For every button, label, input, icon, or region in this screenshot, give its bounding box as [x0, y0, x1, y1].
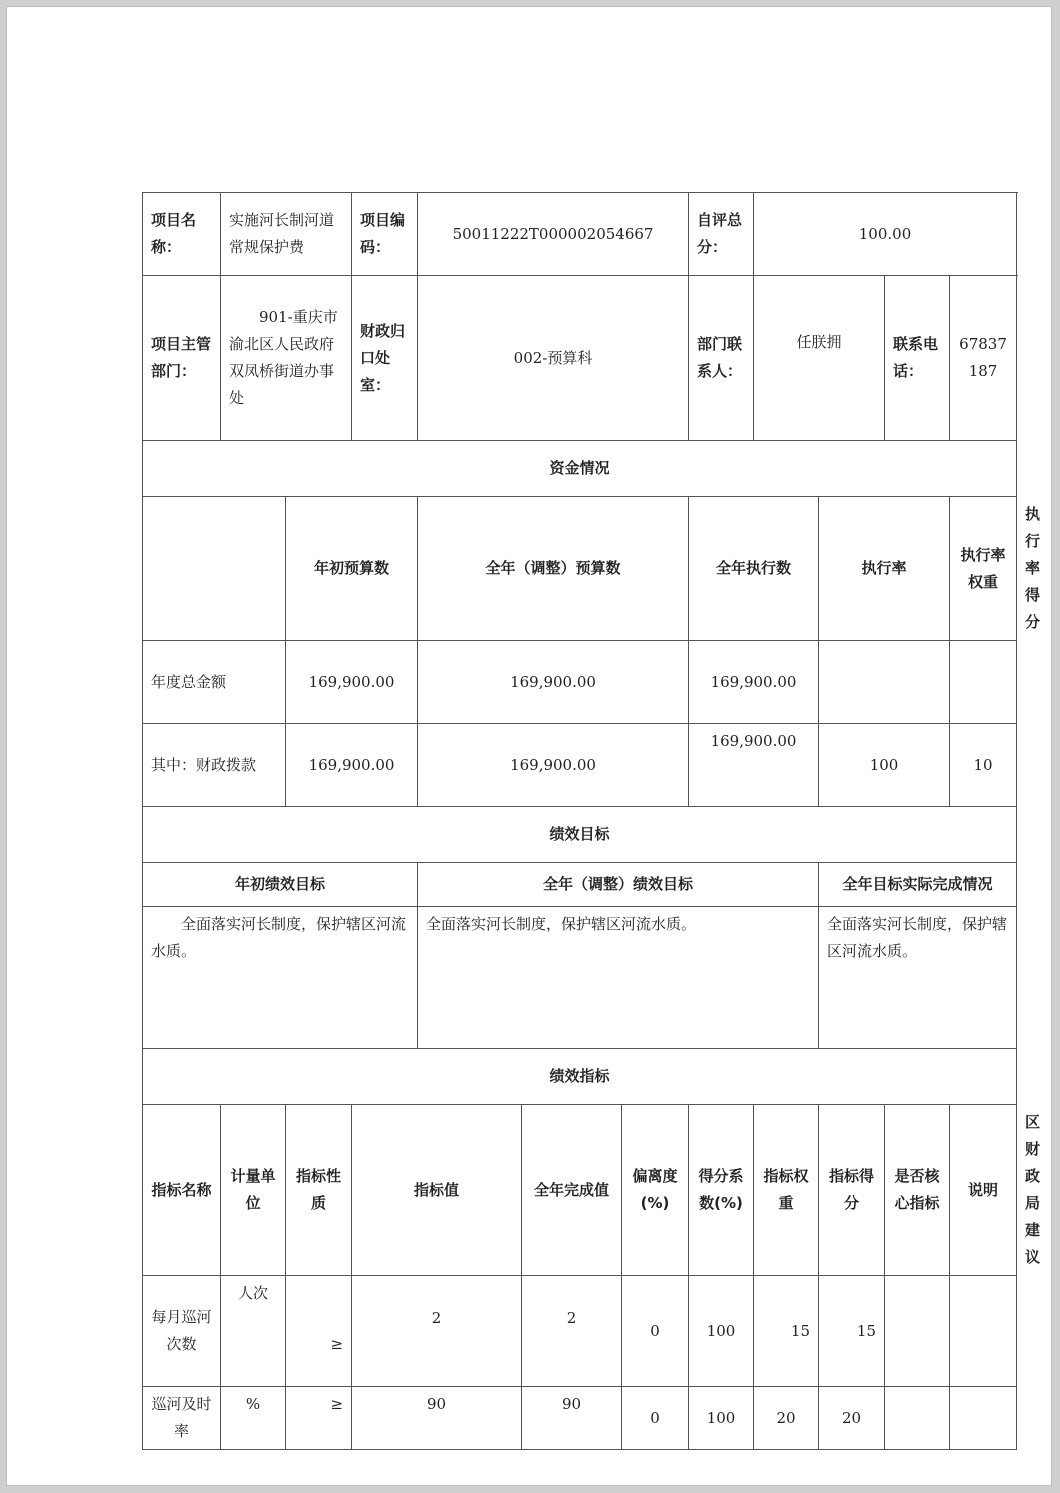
funds-weight-value: 10: [950, 724, 1017, 807]
ind-deviation: 0: [622, 1387, 689, 1450]
ind-weight: 20: [754, 1387, 819, 1450]
ind-completed: 2: [522, 1276, 622, 1387]
performance-evaluation-table: 项目名称： 实施河长制河道常规保护费 项目编码： 50011222T000002054667 自评总分： 100.00 项目主管部门： 901-重庆市渝北区人民政府双凤桥街道办事处 财政归口处室： 002-预算科 部门联系人： 任朕拥 联系电话： 67837187 资金情况 年初预算数 全年（调整）预算数 全年执行数 执行率 执行率权重 执行率得分 年度总金额 169,900.00 169,900.00 169,900.00 其中：财政拨款 169,900.00 169,900.00 169,900.00 100 10 绩效目标 年初绩效目标 全年（调整）绩效目标 全年目标实际完成情况 全面落实河长制度，保护辖区河流水质。 全面落实河长制度，保护辖区河流水质。 全面落实河长制度，保护辖区河流水质。 绩效指标 指标名称 计量单位 指标性质 指标值 全年完成值 偏离度(%) 得分系数(%) 指标权重 指标得分 是否核心指标 说明 区财政局建议 每月巡河次数 人次 ≥ 2 2 0 100 15 15 巡河及时率 % ≥ 90 90 0 100 20 20: [142, 192, 1017, 1450]
phone-label: 联系电话：: [885, 276, 950, 441]
funds-header-blank: [143, 497, 286, 641]
project-code-label: 项目编码：: [352, 193, 418, 276]
ind-coef: 100: [689, 1276, 754, 1387]
goals-actual-text: 全面落实河长制度，保护辖区河流水质。: [819, 907, 1017, 1049]
goals-header-actual: 全年目标实际完成情况: [819, 863, 1017, 907]
ind-core: [885, 1276, 950, 1387]
funds-initial-value: 169,900.00: [286, 641, 418, 724]
ind-weight: 15: [754, 1276, 819, 1387]
ind-note: [950, 1276, 1017, 1387]
ind-header-weight: 指标权重: [754, 1105, 819, 1276]
goals-header-initial: 年初绩效目标: [143, 863, 418, 907]
funds-adjusted-value: 169,900.00: [418, 641, 689, 724]
ind-core: [885, 1387, 950, 1450]
project-name-label: 项目名称：: [143, 193, 221, 276]
funds-section-title: 资金情况: [143, 441, 1017, 497]
goals-initial-text: 全面落实河长制度，保护辖区河流水质。: [143, 907, 418, 1049]
table-row: [143, 1276, 1017, 1387]
finance-office-value: 002-预算科: [418, 276, 689, 441]
ind-name: 巡河及时率: [143, 1387, 221, 1450]
self-score-label: 自评总分：: [689, 193, 754, 276]
goals-section-title: 绩效目标: [143, 807, 1017, 863]
contact-value: 任朕拥: [754, 276, 885, 441]
ind-coef: 100: [689, 1387, 754, 1450]
goals-header-adjusted: 全年（调整）绩效目标: [418, 863, 819, 907]
ind-header-deviation: 偏离度(%): [622, 1105, 689, 1276]
ind-score: 15: [819, 1276, 885, 1387]
ind-header-name: 指标名称: [143, 1105, 221, 1276]
table-row: [143, 1387, 1017, 1450]
document-page: [6, 6, 1052, 1486]
ind-completed: 90: [522, 1387, 622, 1450]
project-code-value: 50011222T000002054667: [418, 193, 689, 276]
phone-value: 67837187: [950, 276, 1017, 441]
funds-row-label: 其中：财政拨款: [143, 724, 286, 807]
funds-executed-value: 169,900.00: [689, 724, 819, 807]
funds-header-executed: 全年执行数: [689, 497, 819, 641]
ind-nature: ≥: [286, 1276, 352, 1387]
ind-unit: %: [221, 1387, 286, 1450]
dept-value: 901-重庆市渝北区人民政府双凤桥街道办事处: [221, 276, 352, 441]
ind-nature: ≥: [286, 1387, 352, 1450]
ind-name: 每月巡河次数: [143, 1276, 221, 1387]
self-score-value: 100.00: [754, 193, 1017, 276]
funds-header-rate: 执行率: [819, 497, 950, 641]
funds-rate-value: 100: [819, 724, 950, 807]
ind-header-note: 说明: [950, 1105, 1017, 1276]
finance-office-label: 财政归口处室：: [352, 276, 418, 441]
table-row: [143, 724, 1017, 807]
ind-score: 20: [819, 1387, 885, 1450]
funds-initial-value: 169,900.00: [286, 724, 418, 807]
ind-target: 2: [352, 1276, 522, 1387]
indicators-section-title: 绩效指标: [143, 1049, 1017, 1105]
ind-unit: 人次: [221, 1276, 286, 1387]
funds-header-weight: 执行率权重: [950, 497, 1017, 641]
ind-header-core: 是否核心指标: [885, 1105, 950, 1276]
funds-executed-value: 169,900.00: [689, 641, 819, 724]
ind-deviation: 0: [622, 1276, 689, 1387]
ind-note: [950, 1387, 1017, 1450]
ind-header-coef: 得分系数(%): [689, 1105, 754, 1276]
funds-rate-value: [819, 641, 950, 724]
table-row: [143, 641, 1017, 724]
funds-header-initial: 年初预算数: [286, 497, 418, 641]
goals-adjusted-text: 全面落实河长制度，保护辖区河流水质。: [418, 907, 819, 1049]
project-name-value: 实施河长制河道常规保护费: [221, 193, 352, 276]
contact-label: 部门联系人：: [689, 276, 754, 441]
ind-target: 90: [352, 1387, 522, 1450]
ind-header-score: 指标得分: [819, 1105, 885, 1276]
ind-header-unit: 计量单位: [221, 1105, 286, 1276]
ind-header-target: 指标值: [352, 1105, 522, 1276]
funds-weight-value: [950, 641, 1017, 724]
ind-header-completed: 全年完成值: [522, 1105, 622, 1276]
funds-row-label: 年度总金额: [143, 641, 286, 724]
funds-adjusted-value: 169,900.00: [418, 724, 689, 807]
dept-label: 项目主管部门：: [143, 276, 221, 441]
ind-header-nature: 指标性质: [286, 1105, 352, 1276]
funds-header-adjusted: 全年（调整）预算数: [418, 497, 689, 641]
